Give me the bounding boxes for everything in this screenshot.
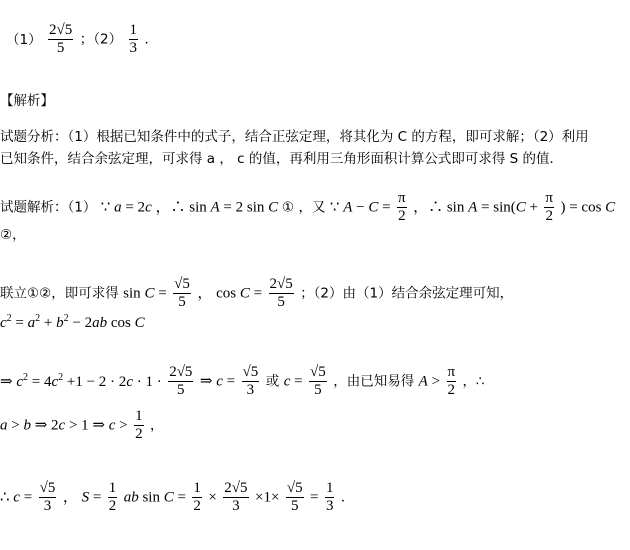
answer-fraction-2-denominator: 3: [129, 40, 138, 56]
analysis-header: 【解析】: [0, 93, 54, 109]
a-gt-b-eq: a > b ⇒ 2c > 1 ⇒ c >: [0, 417, 128, 434]
answer-fraction-2-numerator: 1: [129, 22, 138, 38]
pi-over-2-fraction-2: $\frac{\pi}{2}$: [545, 190, 553, 224]
sin-c-eq: sin C =: [123, 285, 167, 302]
analysis-line-1: 试题分析：（1）根据已知条件中的式子，结合正弦定理，将其化为 C 的方程，即可求解；（2）利用: [0, 129, 589, 145]
sqrt5-over-3-b: $\frac{√5}{3}$: [39, 480, 56, 514]
2sqrt5-over-5: $\frac{2√5}{5}$: [269, 276, 293, 310]
half-2: $\frac{1}{2}$: [193, 480, 201, 514]
solution-eq-a-2c: ∵ a = 2c ，∴ sin A = 2 sin C: [100, 199, 279, 216]
answer-fraction-1-numerator: 2√5: [49, 22, 73, 38]
one-third: $\frac{1}{3}$: [325, 480, 334, 514]
cos-c-eq: ， cos C =: [197, 285, 263, 302]
solution-line-1: [0, 190, 615, 225]
solution-you: ，又: [298, 199, 326, 216]
or-text: 或: [265, 373, 280, 390]
period: ．: [340, 489, 355, 506]
comma: ，: [150, 417, 164, 434]
solution-prefix: 试题解析：（1）: [0, 199, 97, 216]
analysis-line-2: 已知条件，结合余弦定理，可求得 a ， c 的值，再利用三角形面积计算公式即可求得 S 的值．: [0, 151, 564, 167]
circled-1: ①: [281, 199, 295, 216]
a-gt: A >: [418, 373, 441, 390]
solution-eq-sin-a: ，∴ sin A = sin(C +: [413, 199, 538, 216]
a-gt-b-line: [0, 408, 164, 443]
2sqrt5-over-5-b: $\frac{2√5}{5}$: [169, 364, 193, 398]
circled-2-line: ②，: [0, 227, 26, 243]
final-s-eq: ， S =: [62, 489, 102, 506]
answer-separator: ；（2）: [79, 31, 123, 48]
sqrt5-over-3: $\frac{√5}{3}$: [242, 364, 259, 398]
final-line: [0, 480, 354, 515]
solution-line-lianli: [0, 276, 513, 311]
derivation-eq: ⇒ $c^2 = 4c^2 +1 - 2 \cdot 2c \cdot 1$ ·: [0, 371, 162, 390]
part2-text: ；（2）由（1）结合余弦定理可知，: [300, 285, 514, 302]
circled-2: ②: [0, 227, 13, 243]
solution-eq-a-minus-c: ∵ A − C =: [329, 199, 391, 216]
lianli-text: 联立①②，即可求得: [0, 285, 119, 302]
pi-over-2-fraction: $\frac{\pi}{2}$: [398, 190, 406, 224]
ab-sin-c: ab sin C =: [123, 489, 186, 506]
times-1: ×: [208, 489, 217, 506]
final-c-eq: ∴ c =: [0, 489, 33, 506]
sqrt5-over-5-c: $\frac{√5}{5}$: [286, 480, 303, 514]
cosine-law-line: $c^2 = a^2 + b^2 - 2ab$ cos C: [0, 313, 145, 331]
c-eq-1: ⇒ c =: [199, 373, 236, 390]
answer-fraction-1-denominator: 5: [56, 40, 65, 56]
c-eq-2: c =: [283, 373, 303, 390]
answer-fraction-1: [48, 22, 73, 57]
half-1: $\frac{1}{2}$: [108, 480, 117, 514]
one-half: $\frac{1}{2}$: [135, 408, 143, 442]
eq: =: [310, 489, 319, 506]
answer-fraction-2: [129, 22, 139, 57]
solution-eq-cos-c: ) = cos C: [560, 199, 616, 216]
pi-over-2-fraction-3: $\frac{\pi}{2}$: [447, 364, 456, 398]
known-text: ，由已知易得: [333, 373, 415, 390]
2sqrt5-over-3: $\frac{2√5}{3}$: [224, 480, 248, 514]
therefore-end: ，∴: [462, 373, 485, 390]
answer-part1-label: （1）: [6, 31, 42, 48]
derivation-line: [0, 364, 485, 399]
answer-end: ．: [144, 31, 158, 48]
times-2: ×1×: [254, 489, 280, 506]
answer-line: [0, 22, 158, 57]
sqrt5-over-5-b: $\frac{√5}{5}$: [310, 364, 326, 398]
sqrt5-over-5: $\frac{√5}{5}$: [174, 276, 190, 310]
